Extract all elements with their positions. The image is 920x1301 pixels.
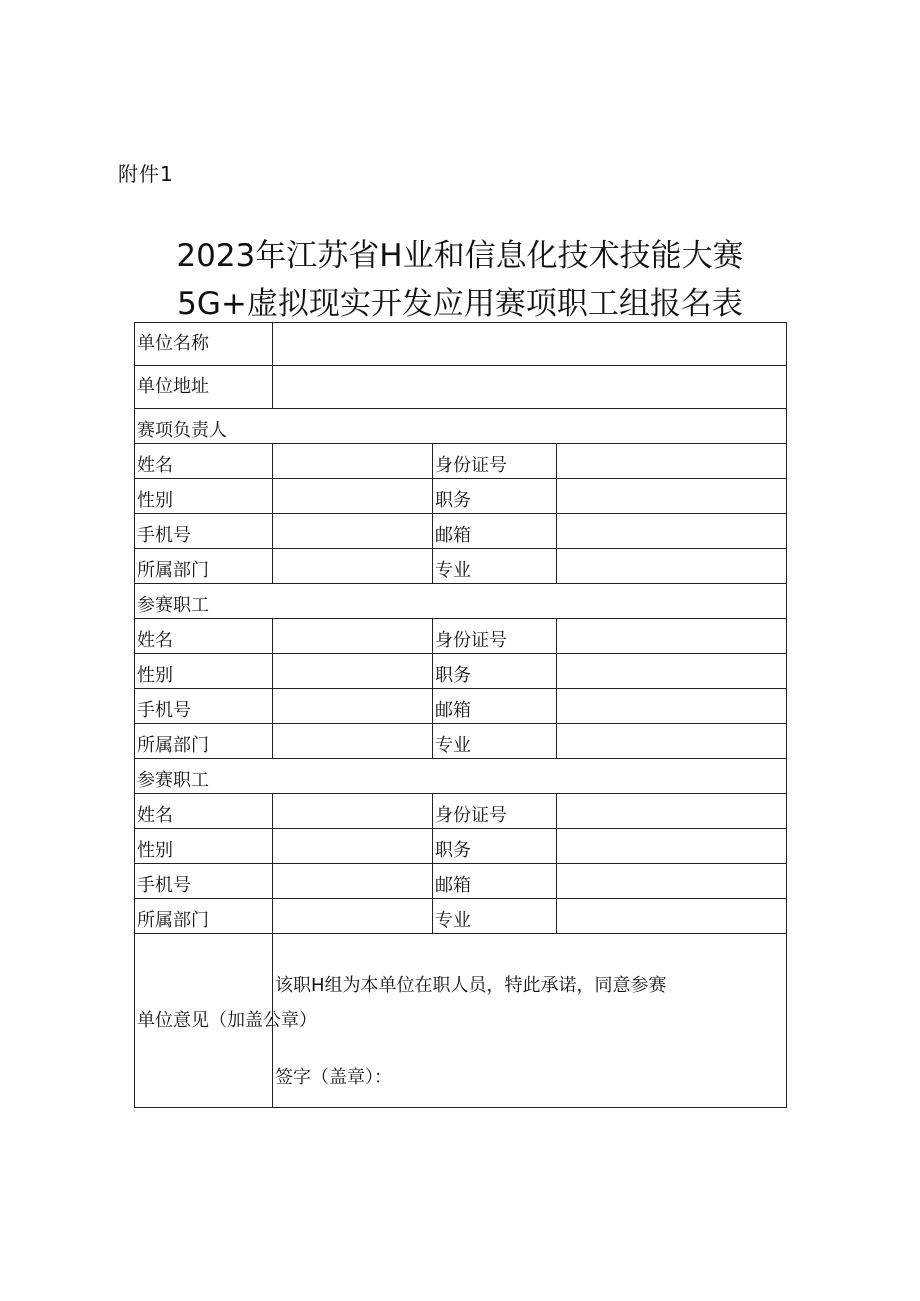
attachment-label: 附件1 — [118, 162, 174, 186]
field-value[interactable] — [273, 724, 433, 759]
field-label: 性别 — [135, 829, 273, 864]
unit-address-field[interactable] — [273, 366, 787, 409]
field-value[interactable] — [273, 444, 433, 479]
table-row — [135, 514, 787, 549]
field-label: 姓名 — [135, 444, 273, 479]
field-label: 专业 — [433, 724, 557, 759]
field-value[interactable] — [557, 514, 787, 549]
field-label: 身份证号 — [433, 619, 557, 654]
section-header: 参赛职工 — [135, 584, 787, 619]
table-row — [135, 479, 787, 514]
field-value[interactable] — [273, 864, 433, 899]
field-value[interactable] — [273, 794, 433, 829]
table-row — [135, 619, 787, 654]
field-value[interactable] — [273, 899, 433, 934]
registration-form-table — [134, 322, 787, 1108]
field-label: 手机号 — [135, 689, 273, 724]
field-value[interactable] — [273, 689, 433, 724]
unit-address-row — [135, 366, 787, 409]
field-label: 邮箱 — [433, 689, 557, 724]
field-label: 专业 — [433, 899, 557, 934]
table-row — [135, 444, 787, 479]
field-label: 邮箱 — [433, 864, 557, 899]
field-label: 手机号 — [135, 514, 273, 549]
section-header-row — [135, 759, 787, 794]
field-value[interactable] — [273, 479, 433, 514]
table-row — [135, 724, 787, 759]
table-row — [135, 899, 787, 934]
field-label: 所属部门 — [135, 549, 273, 584]
field-label: 职务 — [433, 829, 557, 864]
unit-address-label: 单位地址 — [135, 366, 273, 409]
form-title-line-2: 5G+虚拟现实开发应用赛项职工组报名表 — [177, 286, 743, 322]
field-label: 所属部门 — [135, 899, 273, 934]
field-label: 职务 — [433, 479, 557, 514]
field-value[interactable] — [557, 829, 787, 864]
field-value[interactable] — [557, 479, 787, 514]
table-row — [135, 689, 787, 724]
unit-name-label: 单位名称 — [135, 323, 273, 366]
field-value[interactable] — [557, 794, 787, 829]
field-value[interactable] — [557, 444, 787, 479]
field-value[interactable] — [557, 899, 787, 934]
field-value[interactable] — [273, 829, 433, 864]
field-value[interactable] — [273, 549, 433, 584]
field-value[interactable] — [557, 864, 787, 899]
field-label: 性别 — [135, 479, 273, 514]
unit-opinion-statement: 该职H组为本单位在职人员，特此承诺，同意参赛 — [275, 975, 667, 996]
unit-name-row — [135, 323, 787, 366]
table-row — [135, 829, 787, 864]
table-row — [135, 794, 787, 829]
table-row — [135, 654, 787, 689]
field-value[interactable] — [557, 724, 787, 759]
field-value[interactable] — [557, 654, 787, 689]
field-label: 所属部门 — [135, 724, 273, 759]
unit-opinion-label: 单位意见（加盖公章） — [135, 934, 273, 1108]
unit-opinion-row — [135, 934, 787, 1108]
field-label: 性别 — [135, 654, 273, 689]
field-label: 姓名 — [135, 619, 273, 654]
table-row — [135, 864, 787, 899]
unit-opinion-field[interactable] — [273, 934, 787, 1108]
table-row — [135, 549, 787, 584]
form-title-line-1: 2023年江苏省H业和信息化技术技能大赛 — [176, 238, 744, 274]
section-header: 参赛职工 — [135, 759, 787, 794]
section-header-row — [135, 584, 787, 619]
section-header: 赛项负责人 — [135, 409, 787, 444]
field-label: 手机号 — [135, 864, 273, 899]
field-value[interactable] — [273, 619, 433, 654]
field-label: 专业 — [433, 549, 557, 584]
field-label: 邮箱 — [433, 514, 557, 549]
field-value[interactable] — [557, 619, 787, 654]
signature-label: 签字（盖章）： — [275, 1067, 392, 1088]
unit-name-field[interactable] — [273, 323, 787, 366]
field-label: 姓名 — [135, 794, 273, 829]
field-label: 职务 — [433, 654, 557, 689]
field-label: 身份证号 — [433, 444, 557, 479]
field-label: 身份证号 — [433, 794, 557, 829]
field-value[interactable] — [557, 689, 787, 724]
field-value[interactable] — [557, 549, 787, 584]
field-value[interactable] — [273, 514, 433, 549]
field-value[interactable] — [273, 654, 433, 689]
section-header-row — [135, 409, 787, 444]
